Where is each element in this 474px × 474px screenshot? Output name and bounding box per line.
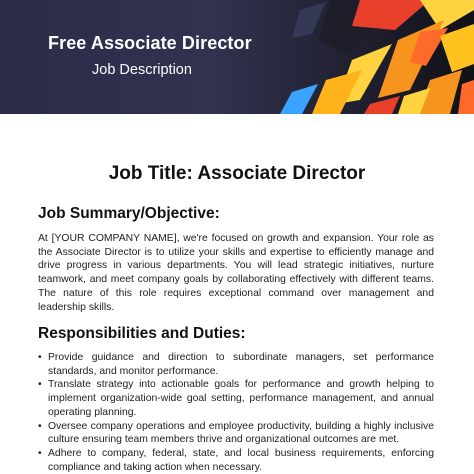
banner-subtitle: Job Description (92, 62, 192, 78)
banner-title: Free Associate Director (48, 33, 252, 53)
list-item (38, 351, 434, 378)
list-item-text: Oversee company operations and employee productivity, building a highly inclusive culture ensuring team members thrive and organizational outcomes are met. (48, 420, 434, 446)
bullet-icon: • (38, 379, 42, 391)
list-item (38, 420, 434, 447)
bullet-icon: • (38, 352, 42, 363)
bullet-icon: • (38, 447, 42, 459)
list-item-text: Translate strategy into actionable goals for performance and growth helping to implement organization-wide goal setting, performance management, and annual operating planning. (48, 379, 434, 418)
responsibilities-list (38, 351, 434, 474)
job-title: Job Title: Associate Director (108, 163, 366, 184)
list-item-text: Adhere to company, federal, state, and local business requirements, enforcing compliance and taking action when necessary. (48, 447, 434, 473)
list-item-text: Provide guidance and direction to subordinate managers, set performance standards, and monitor performance. (48, 352, 434, 377)
abstract-shapes-graphic (0, 0, 474, 114)
bullet-icon: • (38, 420, 42, 432)
summary-paragraph: At [YOUR COMPANY NAME], we're focused on growth and expansion. Your role as the Associate Director is to utilize your skills and expertise to efficiently manage and drive progress in various departments. You will lead strategic initiatives, nurture teamwork, and meet company goals by collaborating effectively with different teams. The nature of this role requires exceptional command over management and leadership skills. (38, 233, 434, 313)
header-banner (0, 0, 474, 114)
list-item (38, 447, 434, 474)
list-item (38, 378, 434, 419)
summary-heading: Job Summary/Objective: (38, 205, 220, 222)
responsibilities-heading: Responsibilities and Duties: (38, 325, 246, 342)
